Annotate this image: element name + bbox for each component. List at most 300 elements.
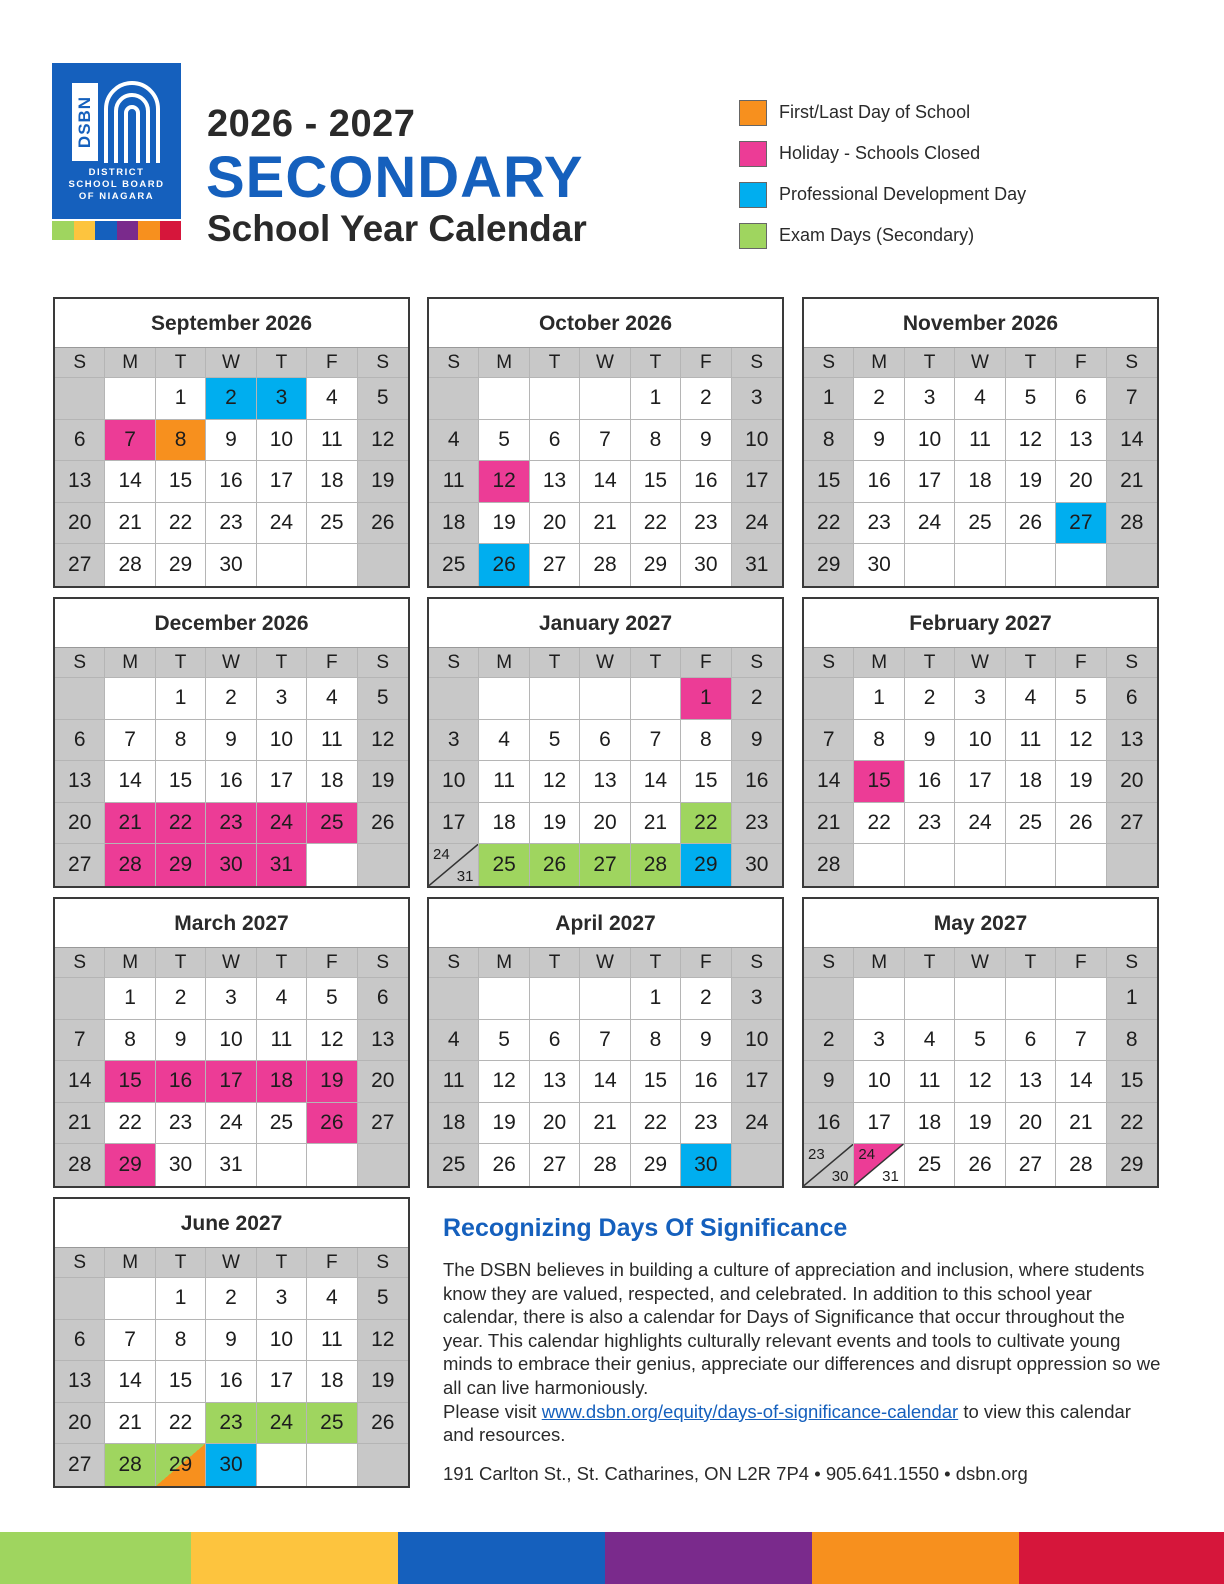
day-cell: 26: [955, 1144, 1005, 1186]
day-cell: 17: [257, 1361, 307, 1403]
day-cell: 22: [681, 803, 731, 845]
day-cell: 1: [804, 378, 854, 420]
day-cell: 23: [854, 503, 904, 545]
bottom-bar-segment: [1019, 1532, 1224, 1584]
month-calendar: [802, 897, 1159, 1188]
day-cell: 26: [358, 803, 408, 845]
day-cell: 13: [1056, 420, 1106, 462]
empty-day-cell: [530, 378, 580, 420]
weekday-header: S: [55, 348, 105, 378]
day-cell: 18: [307, 761, 357, 803]
day-cell: 6: [1006, 1020, 1056, 1062]
bottom-bar-segment: [191, 1532, 398, 1584]
empty-day-cell: [105, 678, 155, 720]
day-cell: 20: [55, 803, 105, 845]
day-cell: 22: [804, 503, 854, 545]
bottom-bar-segment: [812, 1532, 1019, 1584]
day-cell: 1: [631, 378, 681, 420]
weekday-header: M: [479, 348, 529, 378]
weekday-header: M: [479, 948, 529, 978]
weekday-header: M: [105, 348, 155, 378]
day-cell: 21: [105, 1403, 155, 1445]
weekday-header: W: [206, 648, 256, 678]
day-cell: 26: [358, 503, 408, 545]
day-cell: 7: [55, 1020, 105, 1062]
day-cell: 29: [156, 844, 206, 886]
day-cell: 14: [1056, 1061, 1106, 1103]
weekday-header: M: [854, 348, 904, 378]
day-cell: 15: [631, 461, 681, 503]
day-cell: 20: [530, 503, 580, 545]
day-cell: 11: [479, 761, 529, 803]
weekday-header: S: [358, 648, 408, 678]
day-cell: 26: [530, 844, 580, 886]
day-cell: 3: [955, 678, 1005, 720]
day-cell: 19: [479, 503, 529, 545]
weekday-header: S: [732, 948, 782, 978]
month-grid: [55, 948, 408, 1186]
day-cell: 11: [307, 420, 357, 462]
day-cell: 25: [429, 1144, 479, 1186]
weekday-header: S: [804, 348, 854, 378]
logo-stripe: [138, 221, 160, 240]
day-cell: 6: [530, 1020, 580, 1062]
day-cell: 27: [1056, 503, 1106, 545]
day-cell: 14: [804, 761, 854, 803]
day-cell: 22: [631, 503, 681, 545]
empty-day-cell: [307, 1444, 357, 1486]
day-cell: 8: [105, 1020, 155, 1062]
day-cell: 25: [257, 1103, 307, 1145]
weekday-header: T: [631, 648, 681, 678]
month-title: October 2026: [429, 299, 782, 348]
day-cell: 19: [358, 1361, 408, 1403]
day-cell: 11: [307, 1320, 357, 1362]
empty-day-cell: [307, 844, 357, 886]
day-cell: 18: [479, 803, 529, 845]
day-cell: 2: [206, 678, 256, 720]
day-cell: 28: [55, 1144, 105, 1186]
day-cell: 3: [854, 1020, 904, 1062]
day-cell: 18: [429, 503, 479, 545]
day-cell: 21: [1107, 461, 1157, 503]
title-subtitle: School Year Calendar: [207, 208, 587, 249]
empty-day-cell: [257, 1444, 307, 1486]
day-cell: 6: [1107, 678, 1157, 720]
logo-letters: DSBN: [72, 83, 98, 161]
day-cell: 14: [631, 761, 681, 803]
weekday-header: T: [530, 648, 580, 678]
weekday-header: S: [804, 948, 854, 978]
day-cell: 12: [955, 1061, 1005, 1103]
day-cell: 5: [1056, 678, 1106, 720]
day-cell: 25: [307, 503, 357, 545]
day-cell: 4: [1006, 678, 1056, 720]
day-cell: 17: [732, 461, 782, 503]
weekday-header: T: [257, 1248, 307, 1278]
day-cell: 7: [105, 720, 155, 762]
day-cell: 16: [681, 1061, 731, 1103]
day-cell: 23: [156, 1103, 206, 1145]
empty-day-cell: [1056, 844, 1106, 886]
day-cell: 10: [206, 1020, 256, 1062]
day-cell: 30: [681, 544, 731, 586]
day-cell: 3: [732, 378, 782, 420]
month-grid: [429, 648, 782, 886]
weekday-header: W: [206, 948, 256, 978]
day-cell: 16: [681, 461, 731, 503]
legend-label: Exam Days (Secondary): [779, 225, 975, 245]
day-cell: 27: [55, 844, 105, 886]
month-grid: [55, 648, 408, 886]
legend-label: First/Last Day of School: [779, 102, 971, 122]
day-cell: 9: [206, 420, 256, 462]
split-day-cell: [804, 1144, 854, 1186]
weekday-header: S: [55, 948, 105, 978]
day-cell: 5: [479, 1020, 529, 1062]
weekday-header: T: [257, 348, 307, 378]
day-cell: 19: [479, 1103, 529, 1145]
day-cell: 8: [854, 720, 904, 762]
day-cell: 17: [955, 761, 1005, 803]
month-title: January 2027: [429, 599, 782, 648]
month-title: September 2026: [55, 299, 408, 348]
day-cell: 30: [206, 844, 256, 886]
weekday-header: T: [257, 648, 307, 678]
day-cell: 19: [307, 1061, 357, 1103]
day-cell: 23: [206, 1403, 256, 1445]
day-cell: 24: [257, 803, 307, 845]
empty-day-cell: [55, 978, 105, 1020]
day-cell: 4: [429, 420, 479, 462]
day-cell: 3: [905, 378, 955, 420]
month-calendar: [53, 897, 410, 1188]
day-cell: 19: [1056, 761, 1106, 803]
day-cell: 19: [358, 461, 408, 503]
day-cell: 24: [955, 803, 1005, 845]
month-title: April 2027: [429, 899, 782, 948]
weekday-header: M: [105, 648, 155, 678]
weekday-header: S: [429, 648, 479, 678]
weekday-header: S: [55, 1248, 105, 1278]
month-grid: [429, 348, 782, 586]
day-cell: 8: [631, 1020, 681, 1062]
empty-day-cell: [530, 678, 580, 720]
empty-day-cell: [307, 544, 357, 586]
day-cell: 17: [429, 803, 479, 845]
logo-text: DISTRICT SCHOOL BOARD OF NIAGARA: [68, 167, 165, 202]
day-cell: 10: [905, 420, 955, 462]
day-cell: 12: [358, 720, 408, 762]
day-cell: 10: [429, 761, 479, 803]
day-cell: 1: [631, 978, 681, 1020]
day-cell: 12: [479, 461, 529, 503]
day-cell: 18: [905, 1103, 955, 1145]
day-cell: 16: [732, 761, 782, 803]
significance-calendar-link[interactable]: www.dsbn.org/equity/days-of-significance-calendar: [541, 1400, 959, 1422]
logo-stripe: [117, 221, 139, 240]
day-cell: 11: [905, 1061, 955, 1103]
day-cell: 20: [55, 503, 105, 545]
day-cell: 15: [631, 1061, 681, 1103]
month-calendar: [53, 297, 410, 588]
day-cell: 12: [307, 1020, 357, 1062]
day-cell: 1: [1107, 978, 1157, 1020]
split-day-cell: [854, 1144, 904, 1186]
weekday-header: T: [257, 948, 307, 978]
split-day-bottom: 31: [882, 1167, 899, 1185]
legend-label: Professional Development Day: [779, 184, 1027, 204]
day-cell: 9: [681, 1020, 731, 1062]
weekday-header: W: [955, 648, 1005, 678]
day-cell: 17: [905, 461, 955, 503]
empty-day-cell: [429, 378, 479, 420]
day-cell: 19: [530, 803, 580, 845]
empty-day-cell: [55, 378, 105, 420]
split-day-top: 24: [858, 1146, 876, 1164]
weekday-header: T: [905, 648, 955, 678]
legend-item: [739, 92, 1026, 133]
day-cell: 24: [257, 503, 307, 545]
day-cell: 5: [307, 978, 357, 1020]
dsbn-logo: [52, 63, 181, 240]
day-cell: 23: [206, 803, 256, 845]
weekday-header: T: [156, 348, 206, 378]
day-cell: 15: [681, 761, 731, 803]
day-cell: 4: [429, 1020, 479, 1062]
empty-day-cell: [905, 844, 955, 886]
day-cell: 8: [156, 720, 206, 762]
month-title: March 2027: [55, 899, 408, 948]
day-cell: 3: [257, 1278, 307, 1320]
empty-day-cell: [1006, 844, 1056, 886]
day-cell: 7: [804, 720, 854, 762]
empty-day-cell: [307, 1144, 357, 1186]
day-cell: 11: [257, 1020, 307, 1062]
day-cell: 8: [1107, 1020, 1157, 1062]
day-cell: 4: [307, 1278, 357, 1320]
day-cell: 16: [206, 761, 256, 803]
day-cell: 6: [530, 420, 580, 462]
day-cell: 30: [854, 544, 904, 586]
empty-day-cell: [55, 1278, 105, 1320]
day-cell: 9: [206, 720, 256, 762]
day-cell: 25: [307, 1403, 357, 1445]
legend-swatch: [739, 100, 767, 126]
day-cell: 2: [854, 378, 904, 420]
day-cell: 17: [732, 1061, 782, 1103]
legend-item: [739, 133, 1026, 174]
weekday-header: F: [307, 1248, 357, 1278]
day-cell: 12: [358, 420, 408, 462]
logo-stripe: [74, 221, 96, 240]
day-cell: 13: [530, 461, 580, 503]
empty-day-cell: [1006, 544, 1056, 586]
day-cell: 7: [1107, 378, 1157, 420]
day-cell: 22: [631, 1103, 681, 1145]
day-cell: 31: [732, 544, 782, 586]
day-cell: 30: [681, 1144, 731, 1186]
legend-swatch: [739, 223, 767, 249]
empty-day-cell: [732, 1144, 782, 1186]
legend-item: [739, 215, 1026, 256]
weekday-header: S: [358, 948, 408, 978]
day-cell: 27: [55, 544, 105, 586]
day-cell: 14: [105, 461, 155, 503]
day-cell: 21: [1056, 1103, 1106, 1145]
empty-day-cell: [955, 544, 1005, 586]
day-cell: 26: [479, 544, 529, 586]
empty-day-cell: [1107, 844, 1157, 886]
day-cell: 7: [580, 420, 630, 462]
day-cell: 25: [905, 1144, 955, 1186]
weekday-header: F: [681, 348, 731, 378]
day-cell: 10: [854, 1061, 904, 1103]
day-cell: 1: [681, 678, 731, 720]
day-cell: 9: [854, 420, 904, 462]
weekday-header: F: [1056, 348, 1106, 378]
day-cell: 28: [804, 844, 854, 886]
weekday-header: W: [580, 948, 630, 978]
day-cell: 18: [307, 461, 357, 503]
day-cell: 16: [854, 461, 904, 503]
day-cell: 4: [257, 978, 307, 1020]
day-cell: 27: [1107, 803, 1157, 845]
day-cell: 29: [681, 844, 731, 886]
empty-day-cell: [804, 978, 854, 1020]
empty-day-cell: [55, 678, 105, 720]
contact-address: 191 Carlton St., St. Catharines, ON L2R 7P4 • 905.641.1550 • dsbn.org: [443, 1463, 1028, 1484]
weekday-header: M: [854, 948, 904, 978]
day-cell: 11: [955, 420, 1005, 462]
day-cell: 31: [206, 1144, 256, 1186]
weekday-header: S: [1107, 648, 1157, 678]
empty-day-cell: [1056, 978, 1106, 1020]
empty-day-cell: [479, 378, 529, 420]
weekday-header: M: [105, 948, 155, 978]
day-cell: 17: [206, 1061, 256, 1103]
day-cell: 2: [206, 378, 256, 420]
day-cell: 12: [1056, 720, 1106, 762]
weekday-header: S: [429, 948, 479, 978]
weekday-header: F: [681, 948, 731, 978]
day-cell: 17: [257, 461, 307, 503]
day-cell: 20: [1056, 461, 1106, 503]
day-cell: 13: [580, 761, 630, 803]
day-cell: 3: [257, 378, 307, 420]
day-cell: 3: [257, 678, 307, 720]
empty-day-cell: [358, 844, 408, 886]
weekday-header: W: [580, 648, 630, 678]
day-cell: 30: [732, 844, 782, 886]
weekday-header: S: [732, 648, 782, 678]
weekday-header: F: [1056, 948, 1106, 978]
day-cell: 5: [479, 420, 529, 462]
day-cell: 27: [580, 844, 630, 886]
day-cell: 7: [1056, 1020, 1106, 1062]
empty-day-cell: [358, 1144, 408, 1186]
significance-text: The DSBN believes in building a culture of appreciation and inclusion, where students know they are valued, respected, and celebrated. In addition to this school year calendar, there is also a calendar for Days of Significance that occur throughout the year. This calendar highlights culturally relevant events and tools to cultivate young minds to embrace their genius, appreciate our differences and disrupt oppression so we all can live harmoniously.: [443, 1259, 1161, 1398]
day-cell: 10: [257, 720, 307, 762]
day-cell: 6: [1056, 378, 1106, 420]
day-cell: 27: [358, 1103, 408, 1145]
empty-day-cell: [580, 378, 630, 420]
day-cell: 24: [257, 1403, 307, 1445]
day-cell: 13: [55, 761, 105, 803]
day-cell: 9: [156, 1020, 206, 1062]
weekday-header: T: [1006, 948, 1056, 978]
day-cell: 16: [804, 1103, 854, 1145]
day-cell: 11: [307, 720, 357, 762]
day-cell: 6: [55, 720, 105, 762]
empty-day-cell: [358, 1444, 408, 1486]
day-cell: 17: [257, 761, 307, 803]
empty-day-cell: [105, 1278, 155, 1320]
day-cell: 1: [156, 378, 206, 420]
day-cell: 26: [1006, 503, 1056, 545]
weekday-header: T: [905, 348, 955, 378]
day-cell: 1: [156, 1278, 206, 1320]
day-cell: 18: [257, 1061, 307, 1103]
day-cell: 22: [156, 1403, 206, 1445]
day-cell: 27: [1006, 1144, 1056, 1186]
day-cell: 20: [1006, 1103, 1056, 1145]
day-cell: 29: [631, 1144, 681, 1186]
day-cell: 6: [55, 1320, 105, 1362]
day-cell: 13: [1006, 1061, 1056, 1103]
day-cell: 12: [1006, 420, 1056, 462]
day-cell: 15: [854, 761, 904, 803]
day-cell: 9: [206, 1320, 256, 1362]
day-cell: 2: [804, 1020, 854, 1062]
weekday-header: T: [156, 1248, 206, 1278]
visit-suffix: to view this calendar and resources.: [443, 1400, 1131, 1446]
day-cell: 19: [955, 1103, 1005, 1145]
bottom-bar-segment: [0, 1532, 191, 1584]
day-cell: 21: [631, 803, 681, 845]
day-cell: 7: [105, 420, 155, 462]
day-cell: 22: [105, 1103, 155, 1145]
weekday-header: T: [631, 348, 681, 378]
month-title: May 2027: [804, 899, 1157, 948]
month-grid: [804, 948, 1157, 1186]
day-cell: 27: [530, 1144, 580, 1186]
day-cell: 29: [631, 544, 681, 586]
day-cell: 8: [681, 720, 731, 762]
day-cell: 16: [206, 461, 256, 503]
significance-title: Recognizing Days Of Significance: [443, 1214, 848, 1242]
weekday-header: F: [307, 648, 357, 678]
day-cell: 25: [955, 503, 1005, 545]
split-day-bottom: 30: [831, 1167, 849, 1185]
empty-day-cell: [955, 978, 1005, 1020]
day-cell: 30: [206, 544, 256, 586]
empty-day-cell: [854, 844, 904, 886]
day-cell: 16: [206, 1361, 256, 1403]
weekday-header: M: [105, 1248, 155, 1278]
day-cell: 6: [55, 420, 105, 462]
day-cell: 28: [105, 1444, 155, 1486]
empty-day-cell: [1056, 544, 1106, 586]
day-cell: 18: [1006, 761, 1056, 803]
day-cell: 5: [530, 720, 580, 762]
day-cell: 25: [479, 844, 529, 886]
empty-day-cell: [955, 844, 1005, 886]
month-calendar: [53, 1197, 410, 1488]
month-grid: [804, 648, 1157, 886]
day-cell: 28: [580, 544, 630, 586]
month-grid: [55, 1248, 408, 1486]
